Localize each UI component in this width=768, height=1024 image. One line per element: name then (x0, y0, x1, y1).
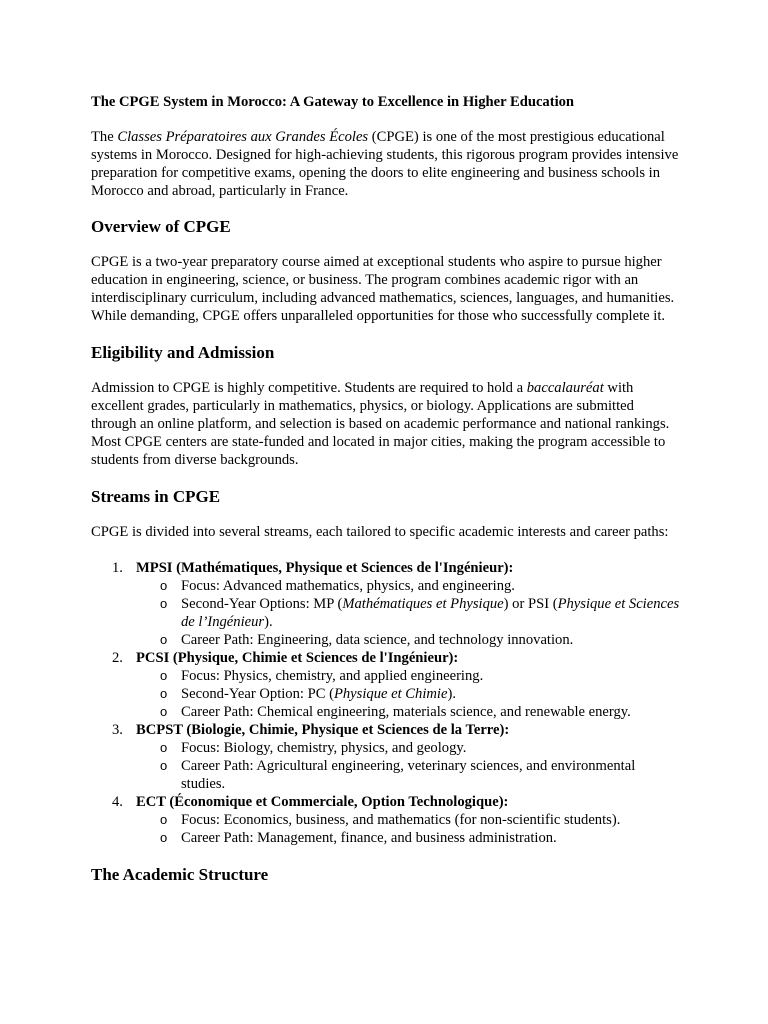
intro-italic-term: Classes Préparatoires aux Grandes Écoles (117, 129, 369, 145)
stream-name: ECT (Économique et Commerciale, Option Technologique): (136, 794, 509, 810)
eligibility-paragraph: Admission to CPGE is highly competitive. Students are required to hold a baccalauréat with excellent grades, particularly in mathematics, physics, or biology. Applications are submitted through an online platform, and selection is based on academic performance and national rankings. Most CPGE centers are state-funded and located in major cities, making the program accessible to students from diverse backgrounds. (91, 380, 670, 468)
streams-intro-paragraph: CPGE is divided into several streams, each tailored to specific academic interests and career paths: (91, 524, 669, 540)
stream-name: BCPST (Biologie, Chimie, Physique et Sciences de la Terre): (136, 722, 510, 738)
streams-list (91, 559, 681, 847)
stream-details (136, 667, 681, 721)
heading-academic-structure: The Academic Structure (91, 865, 269, 884)
list-number: 4. (112, 794, 123, 810)
list-item: o Career Path: Engineering, data science, and technology innovation. (160, 632, 574, 648)
bullet-icon: o (160, 686, 168, 701)
baccalaureat-term: baccalauréat (526, 380, 604, 396)
stream-details (136, 577, 681, 649)
document-title: The CPGE System in Morocco: A Gateway to Excellence in Higher Education (91, 94, 575, 110)
bullet-icon: o (160, 812, 168, 827)
list-item: o Focus: Advanced mathematics, physics, and engineering. (160, 578, 515, 594)
stream-name: PCSI (Physique, Chimie et Sciences de l'Ingénieur): (136, 650, 459, 666)
list-number: 3. (112, 722, 123, 738)
heading-overview: Overview of CPGE (91, 217, 231, 236)
list-number: 2. (112, 650, 123, 666)
list-item: o Career Path: Management, finance, and business administration. (160, 830, 557, 846)
stream-item-pcsi (91, 649, 681, 721)
list-number: 1. (112, 560, 123, 576)
list-item: o Second-Year Options: MP (Mathématiques et Physique) or PSI (Physique et Sciences de l’Ingénieur). (160, 596, 680, 630)
stream-details (136, 739, 681, 793)
document-body (91, 93, 681, 886)
bullet-icon: o (160, 740, 168, 755)
list-item: o Career Path: Agricultural engineering, veterinary sciences, and environmental studies. (160, 758, 636, 792)
bullet-icon: o (160, 704, 168, 719)
list-item: o Focus: Biology, chemistry, physics, and geology. (160, 740, 467, 756)
bullet-icon: o (160, 578, 168, 593)
heading-streams: Streams in CPGE (91, 487, 221, 506)
stream-item-mpsi (91, 559, 681, 649)
list-item: o Focus: Physics, chemistry, and applied engineering. (160, 668, 484, 684)
bullet-icon: o (160, 632, 168, 647)
stream-name: MPSI (Mathématiques, Physique et Sciences de l'Ingénieur): (136, 560, 514, 576)
bullet-icon: o (160, 596, 168, 611)
list-item: o Career Path: Chemical engineering, materials science, and renewable energy. (160, 704, 631, 720)
stream-item-bcpst (91, 721, 681, 793)
list-item: o Second-Year Option: PC (Physique et Chimie). (160, 686, 456, 702)
heading-eligibility: Eligibility and Admission (91, 343, 275, 362)
list-item: o Focus: Economics, business, and mathematics (for non-scientific students). (160, 812, 621, 828)
bullet-icon: o (160, 758, 168, 773)
bullet-icon: o (160, 830, 168, 845)
stream-details (136, 811, 681, 847)
bullet-icon: o (160, 668, 168, 683)
stream-item-ect (91, 793, 681, 847)
overview-paragraph: CPGE is a two-year preparatory course aimed at exceptional students who aspire to pursue higher education in engineering, science, or business. The program combines academic rigor with an interdisciplinary curriculum, including advanced mathematics, sciences, languages, and humanities. While demanding, CPGE offers unparalleled opportunities for those who successfully complete it. (91, 254, 675, 324)
intro-paragraph: The Classes Préparatoires aux Grandes Écoles (CPGE) is one of the most prestigious educational systems in Morocco. Designed for high-achieving students, this rigorous program provides intensive preparation for competitive exams, opening the doors to elite engineering and business schools in Morocco and abroad, particularly in France. (91, 129, 679, 199)
